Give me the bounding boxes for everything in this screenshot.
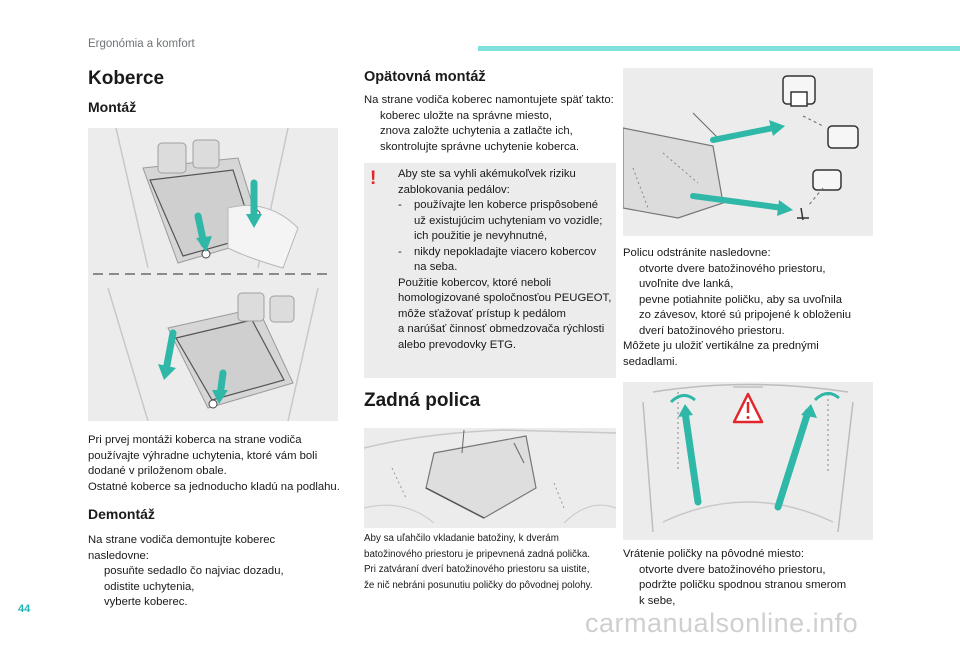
montaz-line: dodané v priloženom obale. (88, 465, 227, 477)
policu-odstranite-text (623, 246, 883, 370)
warning-dash-item: - nikdy nepokladajte viacero kobercov (398, 245, 612, 261)
caption-line: Aby sa uľahčilo vkladanie batožiny, k dverám (364, 533, 559, 544)
running-header: Ergonómia a komfort (88, 38, 195, 50)
demontaz-text (88, 533, 348, 611)
floor-mat-illustration (88, 128, 338, 421)
opatovna-text (364, 93, 624, 155)
montaz-line: Ostatné koberce sa jednoducho kladú na podlahu. (88, 480, 340, 493)
warning-text (398, 167, 612, 353)
warning-line: zablokovania pedálov: (398, 183, 510, 196)
dash-icon: - (398, 245, 402, 258)
warning-dash-item: - používajte len koberce prispôsobené (398, 198, 612, 214)
odstranite-outro: Môžete ju uložiť vertikálne za prednými (623, 340, 819, 352)
warning-line-continued: už existujúcim uchyteniam vo vozidle; (414, 214, 603, 227)
demontaz-step: vyberte koberec. (104, 596, 188, 608)
caption-line: batožinového priestoru je pripevnená zadná polička. (364, 548, 591, 560)
demontaz-intro: Na strane vodiča demontujte koberec (88, 534, 276, 546)
odstranite-outro: sedadlami. (623, 355, 678, 368)
warning-line: môže sťažovať prístup k pedálom (398, 307, 566, 320)
warning-box (364, 163, 616, 378)
montaz-line: používajte výhradne uchytenia, ktoré vám boli (88, 449, 318, 462)
montaz-line: Pri prvej montáži koberca na strane vodiča (88, 434, 302, 446)
page-number: 44 (18, 603, 31, 615)
demontaz-step: odistite uchytenia, (104, 580, 195, 593)
caption-line: že nič nebráni posunutiu poličky do pôvodnej polohy. (364, 579, 593, 591)
caption-line: Pri zatváraní dverí batožinového priestoru sa uistite, (364, 564, 590, 575)
odstranite-step: otvorte dvere batožinového priestoru, (639, 262, 826, 275)
warning-line: homologizované spoločnosťou PEUGEOT, (398, 292, 612, 304)
warning-line: a narúšať činnosť obmedzovača rýchlosti (398, 323, 605, 335)
shelf-hook-illustration (623, 68, 873, 236)
header-accent-bar (478, 46, 960, 51)
odstranite-step-continued: zo závesov, ktoré sú pripojené k obloženiu (639, 309, 852, 321)
rear-shelf-illustration (364, 428, 616, 528)
zadna-polica-title: Zadná polica (364, 390, 481, 411)
zadna-polica-caption (364, 531, 622, 593)
montaz-text (88, 433, 348, 495)
odstranite-step: uvoľnite dve lanká, (639, 278, 734, 290)
warning-line: Aby ste sa vyhli akémukoľvek riziku (398, 168, 576, 180)
koberce-title: Koberce (88, 68, 165, 89)
dash-icon: - (398, 199, 402, 211)
shelf-cables-illustration (623, 382, 873, 540)
warning-line: alebo prevodovky ETG. (398, 338, 517, 351)
warning-line: Použitie kobercov, ktoré neboli (398, 276, 552, 289)
demontaz-intro: nasledovne: (88, 549, 149, 562)
opatovna-intro: Na strane vodiča koberec namontujete späť takto: (364, 94, 614, 106)
montaz-title: Montáž (88, 99, 137, 115)
odstranite-intro: Policu odstránite nasledovne: (623, 247, 771, 259)
demontaz-title: Demontáž (88, 506, 155, 522)
odstranite-step-continued: dverí batožinového priestoru. (639, 324, 785, 337)
opatovna-title: Opätovná montáž (364, 69, 486, 85)
vratenie-text (623, 547, 883, 609)
warning-line-continued: ich použitie je nevyhnutné, (414, 230, 548, 242)
opatovna-step: koberec uložte na správne miesto, (380, 109, 553, 122)
opatovna-step: skontrolujte správne uchytenie koberca. (380, 140, 580, 153)
vratenie-step: otvorte dvere batožinového priestoru, (639, 563, 826, 576)
warning-icon: ! (370, 168, 377, 189)
vratenie-step: podržte poličku spodnou stranou smerom (639, 579, 847, 591)
odstranite-step: pevne potiahnite poličku, aby sa uvoľnila (639, 293, 843, 306)
warning-line-continued: na seba. (414, 261, 458, 273)
vratenie-step-continued: k sebe, (639, 594, 676, 607)
footer-watermark: carmanualsonline.info (585, 608, 859, 638)
vratenie-intro: Vrátenie poličky na pôvodné miesto: (623, 548, 805, 560)
demontaz-step: posuňte sedadlo čo najviac dozadu, (104, 565, 284, 577)
opatovna-step: znova založte uchytenia a zatlačte ich, (380, 125, 573, 137)
